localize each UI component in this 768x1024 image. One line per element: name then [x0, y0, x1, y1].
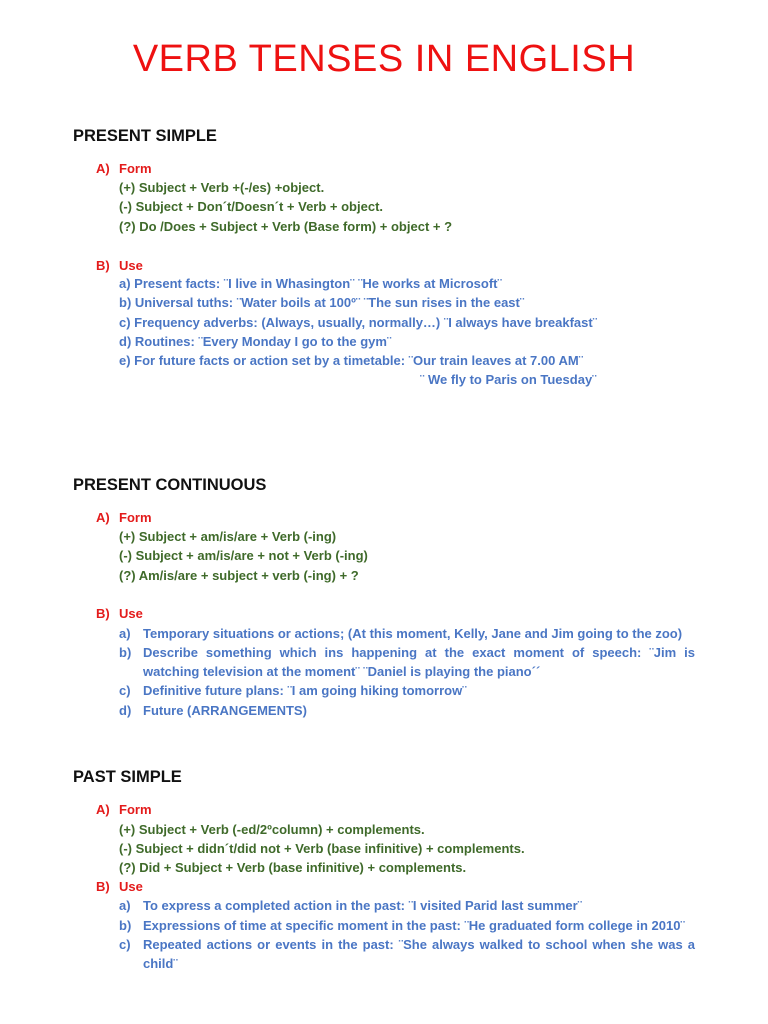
- use-item-number: a): [119, 898, 131, 913]
- form-line: (-) Subject + am/is/are + not + Verb (-ing): [119, 548, 368, 563]
- section-heading-present-continuous: PRESENT CONTINUOUS: [73, 476, 267, 494]
- use-item-text: To express a completed action in the past: ¨I visited Parid last summer¨: [143, 898, 582, 913]
- form-label: Form: [119, 161, 152, 176]
- use-item-number: d): [119, 703, 132, 718]
- use-item-text: Repeated actions or events in the past: ¨She always walked to school when she was a: [143, 937, 695, 952]
- use-label: Use: [119, 606, 143, 621]
- use-item-number: b): [119, 645, 132, 660]
- form-marker: A): [96, 510, 110, 525]
- use-line: d) Routines: ¨Every Monday I go to the gym¨: [119, 334, 392, 349]
- form-line: (-) Subject + didn´t/did not + Verb (base infinitive) + complements.: [119, 841, 525, 856]
- use-item-text: Future (ARRANGEMENTS): [143, 703, 307, 718]
- use-item-number: a): [119, 626, 131, 641]
- form-marker: A): [96, 802, 110, 817]
- use-item-number: b): [119, 918, 132, 933]
- form-label: Form: [119, 802, 152, 817]
- use-label: Use: [119, 879, 143, 894]
- use-item-text: watching television at the moment¨ ¨Daniel is playing the piano´´: [143, 664, 541, 679]
- use-line: b) Universal tuths: ¨Water boils at 100º¨ ¨The sun rises in the east¨: [119, 295, 525, 310]
- use-item-text: Expressions of time at specific moment in the past: ¨He graduated form college in 2010¨: [143, 918, 685, 933]
- form-marker: A): [96, 161, 110, 176]
- form-line: (?) Did + Subject + Verb (base infinitive) + complements.: [119, 860, 467, 875]
- use-item-number: c): [119, 937, 131, 952]
- form-line: (+) Subject + am/is/are + Verb (-ing): [119, 529, 337, 544]
- form-label: Form: [119, 510, 152, 525]
- section-heading-past-simple: PAST SIMPLE: [73, 768, 182, 786]
- form-line: (+) Subject + Verb +(-/es) +object.: [119, 180, 325, 195]
- document-title: VERB TENSES IN ENGLISH: [132, 38, 636, 80]
- use-item-text: Temporary situations or actions; (At this moment, Kelly, Jane and Jim going to the zoo): [143, 626, 683, 641]
- form-line: (?) Do /Does + Subject + Verb (Base form) + object + ?: [119, 219, 453, 234]
- use-marker: B): [96, 879, 110, 894]
- use-label: Use: [119, 258, 143, 273]
- use-line: e) For future facts or action set by a timetable: ¨Our train leaves at 7.00 AM¨: [119, 353, 584, 368]
- use-line-continuation: ¨ We fly to Paris on Tuesday¨: [420, 372, 597, 387]
- section-heading-present-simple: PRESENT SIMPLE: [73, 127, 217, 145]
- form-line: (+) Subject + Verb (-ed/2ºcolumn) + complements.: [119, 822, 425, 837]
- form-line: (-) Subject + Don´t/Doesn´t + Verb + object.: [119, 199, 384, 214]
- use-item-text: Definitive future plans: ¨I am going hiking tomorrow¨: [143, 683, 467, 698]
- form-line: (?) Am/is/are + subject + verb (-ing) + ?: [119, 568, 359, 583]
- use-item-text: child¨: [143, 956, 178, 971]
- use-item-text: Describe something which ins happening at the exact moment of speech: ¨Jim is: [143, 645, 695, 660]
- use-marker: B): [96, 606, 110, 621]
- use-line: c) Frequency adverbs: (Always, usually, normally…) ¨I always have breakfast¨: [119, 315, 598, 330]
- use-line: a) Present facts: ¨I live in Whasington¨ ¨He works at Microsoft¨: [119, 276, 502, 291]
- use-item-number: c): [119, 683, 131, 698]
- use-marker: B): [96, 258, 110, 273]
